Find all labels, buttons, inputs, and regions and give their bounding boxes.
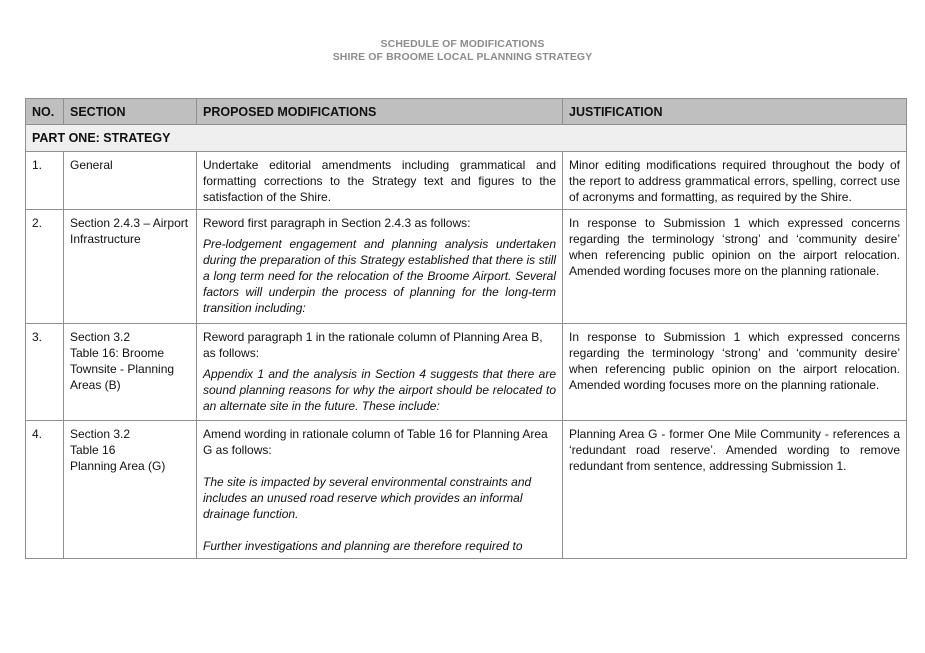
row-proposed-modification [197, 421, 563, 559]
modification-quoted-text: The site is impacted by several environmental constraints and includes an unused road reserve which provides an informal drainage function. [203, 475, 532, 521]
column-header-no: NO. [26, 99, 64, 125]
section-line: Table 16 [70, 443, 116, 457]
table-row [26, 324, 907, 421]
modification-intro: Reword paragraph 1 in the rationale column of Planning Area B, as follows: [203, 330, 543, 360]
modification-intro: Amend wording in rationale column of Table 16 for Planning Area G as follows: [203, 427, 548, 457]
table-header-row [26, 99, 907, 125]
section-line: Table 16: Broome Townsite - Planning Areas (B) [70, 346, 175, 392]
modifications-table [25, 98, 907, 559]
row-proposed-modification [197, 152, 563, 210]
row-section [64, 152, 197, 210]
row-justification: Planning Area G - former One Mile Community - references a ‘redundant road reserve’. Amended wording to remove redundant from sentence, addressing Submission 1. [563, 421, 907, 559]
column-header-justification: JUSTIFICATION [563, 99, 907, 125]
section-line: Section 3.2 [70, 330, 131, 344]
table-row [26, 152, 907, 210]
section-line: Planning Area (G) [70, 459, 166, 473]
modification-intro: Reword first paragraph in Section 2.4.3 as follows: [203, 216, 471, 230]
document-header [0, 38, 925, 64]
section-line: General [70, 158, 113, 172]
header-title: SCHEDULE OF MODIFICATIONS [380, 38, 545, 50]
modification-quoted-text: Pre-lodgement engagement and planning analysis undertaken during the preparation of this Strategy established that there is still a long term need for the relocation of the Broome Airport. Several factors will underpin the process of planning for the long-term transition including: [203, 237, 556, 315]
table-row [26, 210, 907, 324]
part-heading-row [26, 125, 907, 152]
row-number: 4. [26, 421, 64, 559]
column-header-section: SECTION [64, 99, 197, 125]
row-proposed-modification [197, 324, 563, 421]
row-justification: Minor editing modifications required throughout the body of the report to address grammatical errors, spelling, correct use of acronyms and formatting, as required by the Shire. [563, 152, 907, 210]
row-section [64, 210, 197, 324]
row-proposed-modification [197, 210, 563, 324]
row-section [64, 421, 197, 559]
part-heading: PART ONE: STRATEGY [26, 125, 907, 152]
modification-quoted-text: Further investigations and planning are therefore required to [203, 539, 523, 553]
row-section [64, 324, 197, 421]
column-header-proposed-modifications: PROPOSED MODIFICATIONS [197, 99, 563, 125]
table-row [26, 421, 907, 559]
modification-quoted-text: Appendix 1 and the analysis in Section 4 suggests that there are sound planning reasons for why the airport should be relocated to an alternate site in the future. These include: [203, 367, 556, 413]
modification-intro: Undertake editorial amendments including grammatical and formatting corrections to the Strategy text and figures to the satisfaction of the Shire. [203, 158, 556, 204]
row-number: 2. [26, 210, 64, 324]
section-line: Section 3.2 [70, 427, 131, 441]
row-number: 1. [26, 152, 64, 210]
row-justification: In response to Submission 1 which expressed concerns regarding the terminology ‘strong’ and ‘community desire’ when referencing public opinion on the airport relocation. Amended wording focuses more on the planning rationale. [563, 210, 907, 324]
row-justification: In response to Submission 1 which expressed concerns regarding the terminology ‘strong’ and ‘community desire’ when referencing public opinion on the airport relocation. Amended wording focuses more on the planning rationale. [563, 324, 907, 421]
section-line: Section 2.4.3 – Airport Infrastructure [70, 216, 189, 246]
row-number: 3. [26, 324, 64, 421]
header-subtitle: SHIRE OF BROOME LOCAL PLANNING STRATEGY [332, 51, 593, 63]
